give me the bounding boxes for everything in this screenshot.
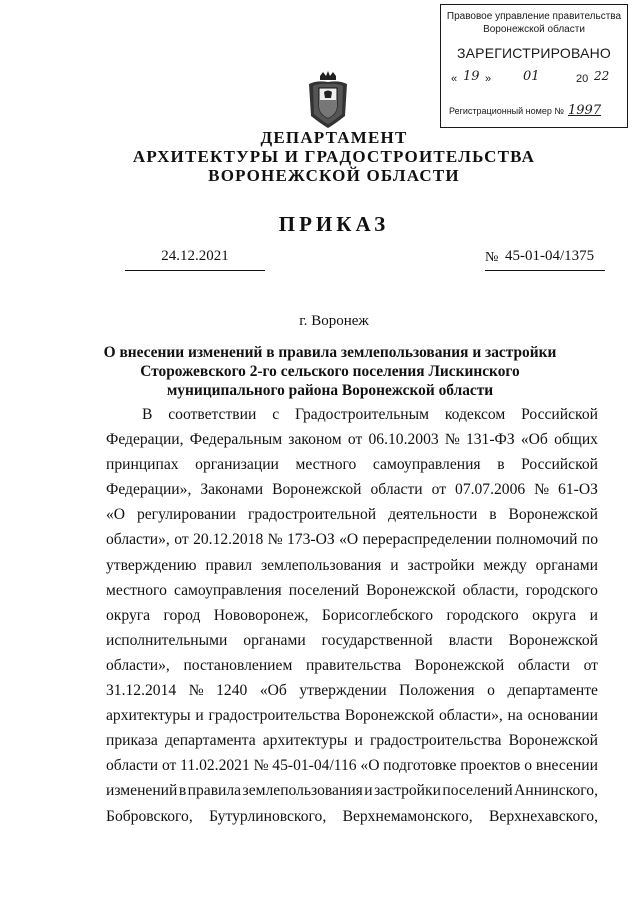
body-word: Бобровского, [106, 807, 193, 825]
body-word: области», [438, 707, 503, 725]
body-word: 11.02.2021 [180, 757, 250, 775]
body-word: области», [106, 531, 170, 549]
body-word: Воронежской [366, 581, 456, 599]
body-word: Градостроительным [294, 406, 429, 423]
body-word: 31.12.2014 [106, 682, 177, 700]
body-word: утверждению [106, 556, 197, 574]
body-word: 173-ОЗ [286, 531, 335, 549]
body-line [106, 477, 598, 502]
body-word: проектов [460, 757, 521, 775]
body-word: изменений [106, 782, 178, 800]
body-word: поселений [442, 782, 513, 800]
body-word: с [272, 406, 280, 423]
body-word: Воронежской [414, 656, 505, 674]
body-word: кодексом [444, 406, 506, 423]
body-word: «О [339, 531, 359, 549]
body-word: деятельности [388, 506, 478, 524]
registration-stamp [440, 4, 628, 128]
body-word: 07.07.2006 [455, 481, 526, 499]
body-word: исполнительными [106, 631, 228, 649]
body-word: общих [554, 431, 598, 449]
body-word: правила [187, 782, 242, 800]
order-subject [90, 343, 570, 400]
body-word: местного [106, 581, 167, 599]
stamp-registered-label: ЗАРЕГИСТРИРОВАНО [456, 45, 612, 61]
body-line [106, 527, 598, 552]
body-line [106, 427, 598, 452]
body-word: департамента [164, 732, 256, 750]
stamp-date-month: 01 [523, 69, 540, 84]
stamp-date-year-prefix: 20 [576, 73, 589, 85]
department-line-2: АРХИТЕКТУРЫ И ГРАДОСТРОИТЕЛЬСТВА [132, 147, 536, 166]
body-line [106, 653, 598, 678]
body-word: основании [527, 707, 598, 725]
body-line [106, 728, 598, 753]
body-word: и [354, 732, 363, 750]
body-line [106, 553, 598, 578]
body-word: и [364, 782, 373, 800]
body-word: округа [532, 606, 577, 624]
body-line [106, 678, 598, 703]
body-word: Российской [521, 456, 598, 474]
body-word: в [497, 456, 505, 474]
body-word: градостроительной [247, 506, 377, 524]
stamp-authority-line2: Воронежской области [483, 24, 585, 35]
body-line [106, 502, 598, 527]
body-line [106, 753, 598, 778]
subject-line-1: О внесении изменений в правила землепользования и застройки [103, 344, 557, 361]
body-line [106, 703, 598, 728]
body-word: № [253, 757, 269, 775]
body-word: Воронежской [508, 732, 598, 750]
body-word: утверждении [299, 682, 387, 700]
body-word: о [524, 757, 533, 775]
body-word: 20.12.2018 [193, 531, 264, 549]
body-word: 06.10.2003 [368, 431, 439, 449]
body-word: Воронежской [272, 481, 362, 499]
body-line [106, 628, 598, 653]
body-word: регулировании [136, 506, 237, 524]
body-word: соответствии [168, 406, 257, 423]
coat-of-arms-icon [305, 70, 351, 130]
body-word: поселений [288, 581, 360, 599]
body-word: Аннинского, [514, 782, 598, 800]
body-word: 1240 [216, 682, 248, 700]
body-word: о [487, 682, 495, 700]
stamp-authority-line1: Правовое управление правительства [446, 11, 622, 22]
body-word: Положения [399, 682, 475, 700]
order-number-sign: № [485, 250, 499, 265]
body-word: правил [205, 556, 253, 574]
stamp-reg-label: Регистрационный номер № [449, 106, 565, 116]
stamp-reg-number: 1997 [568, 103, 602, 118]
body-word: «Об [259, 682, 287, 700]
body-word: области», [106, 656, 170, 674]
department-line-3: ВОРОНЕЖСКОЙ ОБЛАСТИ [208, 166, 460, 185]
body-word: перераспределении [362, 531, 492, 549]
body-word: законом [288, 431, 342, 449]
department-line-1: ДЕПАРТАМЕНТ [260, 128, 408, 147]
body-word: «О [106, 506, 126, 524]
body-word: и [589, 606, 598, 624]
body-word: и [195, 707, 204, 725]
stamp-date-open-quote: « [451, 73, 458, 85]
body-word: области [370, 481, 423, 499]
subject-line-3: муниципального района Воронежской области [166, 382, 494, 399]
body-word: Верхнехавского, [489, 807, 598, 825]
body-word: внесении [535, 757, 598, 775]
body-word: организации [195, 456, 279, 474]
body-word: 61-ОЗ [558, 481, 598, 499]
order-body-text [106, 402, 598, 829]
body-word: Верхнемамонского, [342, 807, 473, 825]
body-word: Федерации, [106, 431, 184, 449]
body-line [106, 603, 598, 628]
order-number-underline [485, 270, 605, 271]
body-word: землепользования [261, 556, 382, 574]
body-word: градостроительства [208, 707, 341, 725]
body-word: Борисоглебского [321, 606, 434, 624]
body-word: самоуправления [173, 581, 282, 599]
body-word: самоуправления [372, 456, 481, 474]
body-word: № [444, 431, 460, 449]
body-word: правительства [305, 656, 402, 674]
body-word: департаменте [507, 682, 598, 700]
body-word: Нововоронеж, [213, 606, 309, 624]
city: г. Воронеж [299, 313, 369, 329]
body-word: В [142, 406, 153, 423]
body-word: по [581, 531, 598, 549]
body-word: между [483, 556, 527, 574]
body-word: власти [448, 631, 493, 649]
stamp-registration-number [449, 103, 601, 118]
body-word: Воронежской [344, 707, 435, 725]
body-word: № [188, 682, 204, 700]
body-word: «О [360, 757, 380, 775]
body-word: № [267, 531, 283, 549]
body-line [106, 804, 598, 829]
body-word: Законами [200, 481, 264, 499]
body-word: городского [446, 606, 519, 624]
body-word: № [534, 481, 550, 499]
body-word: области, [462, 581, 519, 599]
body-word: в [489, 506, 497, 524]
body-word: 45-01-04/116 [272, 757, 357, 775]
body-word: постановлением [183, 656, 293, 674]
body-line [106, 402, 598, 427]
order-title: ПРИКАЗ [278, 212, 390, 236]
stamp-date-day: 19 [463, 69, 480, 84]
body-word: Бутурлиновского, [209, 807, 327, 825]
body-word: «Об [520, 431, 548, 449]
body-word: полномочий [496, 531, 578, 549]
body-word: градостроительства [369, 732, 502, 750]
body-word: принципах [106, 456, 179, 474]
body-word: области [106, 757, 159, 775]
stamp-date-close-quote: » [485, 73, 492, 85]
body-word: и [390, 556, 399, 574]
order-date-underline [125, 270, 265, 271]
body-word: от [161, 757, 177, 775]
body-word: органами [535, 556, 598, 574]
body-word: от [583, 656, 598, 674]
body-word: застройки [407, 556, 475, 574]
body-word: органами [243, 631, 306, 649]
stamp-date-year-suffix: 22 [594, 69, 610, 83]
body-word: местного [295, 456, 357, 474]
body-word: архитектуры [106, 707, 191, 725]
body-word: Федерации», [106, 481, 192, 499]
body-word: Воронежской [508, 631, 598, 649]
body-word: в [178, 782, 187, 800]
order-number: 45-01-04/1375 [505, 248, 595, 264]
body-word: землепользования [242, 782, 363, 800]
order-date: 24.12.2021 [161, 248, 229, 264]
body-word: от [431, 481, 447, 499]
body-word: 131-ФЗ [465, 431, 515, 449]
stamp-date [451, 71, 621, 89]
body-word: на [507, 707, 523, 725]
body-word: город [163, 606, 201, 624]
body-word: Российской [521, 406, 598, 423]
body-word: Федеральным [189, 431, 283, 449]
body-line [106, 778, 598, 803]
body-word: государственной [321, 631, 433, 649]
body-word: городского [525, 581, 598, 599]
body-word: застройки [374, 782, 441, 800]
body-line [106, 578, 598, 603]
body-word: округа [106, 606, 151, 624]
body-line [106, 452, 598, 477]
body-word: области [517, 656, 570, 674]
body-word: Воронежской [508, 506, 598, 524]
body-word: приказа [106, 732, 158, 750]
body-word: от [347, 431, 363, 449]
body-word: от [174, 531, 189, 549]
body-word: архитектуры [262, 732, 348, 750]
subject-line-2: Сторожевского 2-го сельского поселения Лискинского [140, 363, 520, 380]
body-word: подготовке [383, 757, 457, 775]
